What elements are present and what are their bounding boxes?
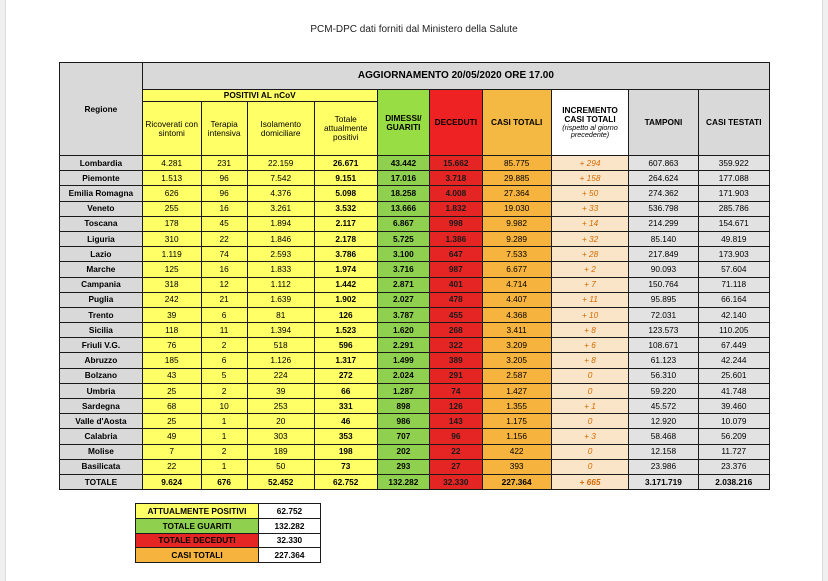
ricoverati-cell: 4.281 [142, 156, 201, 171]
page-title: PCM-DPC dati forniti dal Ministero della Salute [310, 24, 518, 35]
summary-row [136, 518, 321, 533]
casi-totali-cell: 1.175 [482, 414, 551, 429]
casi-testati-cell: 23.376 [698, 459, 769, 474]
casi-totali-cell: 7.533 [482, 247, 551, 262]
casi-totali-cell: 9.289 [482, 231, 551, 246]
terapia-cell: 96 [201, 171, 247, 186]
isolamento-cell: 7.542 [247, 171, 314, 186]
dimessi-cell: 293 [377, 459, 429, 474]
tamponi-cell: 90.093 [629, 262, 698, 277]
header-incremento-label: INCREMENTO CASI TOTALI [562, 105, 618, 124]
incremento-cell: + 8 [551, 323, 629, 338]
ricoverati-cell: 1.513 [142, 171, 201, 186]
totale-positivi-cell: 2.178 [314, 231, 377, 246]
dimessi-cell: 3.100 [377, 247, 429, 262]
terapia-cell: 16 [201, 201, 247, 216]
isolamento-cell: 1.846 [247, 231, 314, 246]
header-deceduti: DECEDUTI [430, 90, 482, 156]
dimessi-cell: 3.716 [377, 262, 429, 277]
page-frame-left [0, 0, 6, 581]
incremento-cell: + 6 [551, 338, 629, 353]
casi-testati-cell: 41.748 [698, 383, 769, 398]
incremento-cell: 0 [551, 414, 629, 429]
header-incremento-subtitle: (rispetto al giorno precedente) [562, 122, 618, 140]
header-tamponi: TAMPONI [629, 90, 698, 156]
totale-positivi-cell: 3.786 [314, 247, 377, 262]
ricoverati-cell: 7 [142, 444, 201, 459]
deceduti-cell: 4.008 [430, 186, 482, 201]
ricoverati-cell: 49 [142, 429, 201, 444]
isolamento-cell: 518 [247, 338, 314, 353]
totale-positivi-cell: 26.671 [314, 156, 377, 171]
region-name: Lombardia [60, 156, 143, 171]
tamponi-cell: 264.624 [629, 171, 698, 186]
ricoverati-cell: 1.119 [142, 247, 201, 262]
summary-label: TOTALE DECEDUTI [136, 533, 259, 548]
deceduti-cell: 96 [430, 429, 482, 444]
deceduti-cell: 22 [430, 444, 482, 459]
deceduti-cell: 291 [430, 368, 482, 383]
casi-totali-cell: 3.209 [482, 338, 551, 353]
table-row [60, 399, 770, 414]
header-dimessi: DIMESSI/ GUARITI [377, 90, 429, 156]
totale-positivi-cell: 2.117 [314, 216, 377, 231]
table-row [60, 171, 770, 186]
totale-positivi-cell: 73 [314, 459, 377, 474]
header-totale-positivi: Totale attualmente positivi [314, 102, 377, 156]
isolamento-cell: 253 [247, 399, 314, 414]
dimessi-cell: 707 [377, 429, 429, 444]
isolamento-cell: 224 [247, 368, 314, 383]
casi-totali-cell: 27.364 [482, 186, 551, 201]
isolamento-cell: 1.126 [247, 353, 314, 368]
isolamento-cell: 4.376 [247, 186, 314, 201]
casi-totali-cell: 29.885 [482, 171, 551, 186]
table-row [60, 156, 770, 171]
isolamento-cell: 39 [247, 383, 314, 398]
ricoverati-cell: 310 [142, 231, 201, 246]
casi-totali-cell: 6.677 [482, 262, 551, 277]
header-regione: Regione [60, 63, 143, 156]
tamponi-cell: 12.920 [629, 414, 698, 429]
deceduti-cell: 478 [430, 292, 482, 307]
terapia-cell: 5 [201, 368, 247, 383]
terapia-cell: 1 [201, 429, 247, 444]
table-row [60, 383, 770, 398]
casi-totali-cell: 4.368 [482, 307, 551, 322]
deceduti-cell: 389 [430, 353, 482, 368]
totale-positivi-cell: 1.442 [314, 277, 377, 292]
tamponi-cell: 150.764 [629, 277, 698, 292]
table-row [60, 353, 770, 368]
incremento-cell: + 28 [551, 247, 629, 262]
totale-positivi-cell: 5.098 [314, 186, 377, 201]
header-terapia: Terapia intensiva [201, 102, 247, 156]
ricoverati-cell: 255 [142, 201, 201, 216]
casi-testati-cell: 177.088 [698, 171, 769, 186]
incremento-cell: 0 [551, 444, 629, 459]
casi-testati-cell: 2.038.216 [698, 474, 769, 489]
dimessi-cell: 2.024 [377, 368, 429, 383]
casi-testati-cell: 171.903 [698, 186, 769, 201]
casi-totali-cell: 19.030 [482, 201, 551, 216]
isolamento-cell: 22.159 [247, 156, 314, 171]
terapia-cell: 1 [201, 459, 247, 474]
isolamento-cell: 1.112 [247, 277, 314, 292]
dimessi-cell: 898 [377, 399, 429, 414]
casi-testati-cell: 57.604 [698, 262, 769, 277]
covid-data-table [59, 62, 770, 490]
terapia-cell: 231 [201, 156, 247, 171]
tamponi-cell: 12.158 [629, 444, 698, 459]
summary-row [136, 533, 321, 548]
deceduti-cell: 987 [430, 262, 482, 277]
region-name: Molise [60, 444, 143, 459]
totale-positivi-cell: 1.902 [314, 292, 377, 307]
region-name: Liguria [60, 231, 143, 246]
casi-testati-cell: 359.922 [698, 156, 769, 171]
incremento-cell: + 10 [551, 307, 629, 322]
totale-positivi-cell: 1.974 [314, 262, 377, 277]
deceduti-cell: 74 [430, 383, 482, 398]
casi-testati-cell: 42.244 [698, 353, 769, 368]
incremento-cell: + 8 [551, 353, 629, 368]
region-name: Calabria [60, 429, 143, 444]
terapia-cell: 2 [201, 444, 247, 459]
casi-totali-cell: 1.427 [482, 383, 551, 398]
casi-testati-cell: 71.118 [698, 277, 769, 292]
terapia-cell: 1 [201, 414, 247, 429]
terapia-cell: 16 [201, 262, 247, 277]
ricoverati-cell: 125 [142, 262, 201, 277]
ricoverati-cell: 22 [142, 459, 201, 474]
totale-positivi-cell: 1.523 [314, 323, 377, 338]
totale-positivi-cell: 353 [314, 429, 377, 444]
tamponi-cell: 58.468 [629, 429, 698, 444]
casi-totali-cell: 393 [482, 459, 551, 474]
incremento-cell: + 2 [551, 262, 629, 277]
total-row [60, 474, 770, 489]
incremento-cell: 0 [551, 459, 629, 474]
casi-totali-cell: 1.355 [482, 399, 551, 414]
terapia-cell: 12 [201, 277, 247, 292]
header-casi-testati: CASI TESTATI [698, 90, 769, 156]
table-row [60, 292, 770, 307]
table-row [60, 231, 770, 246]
table-row [60, 338, 770, 353]
deceduti-cell: 15.662 [430, 156, 482, 171]
isolamento-cell: 303 [247, 429, 314, 444]
terapia-cell: 2 [201, 383, 247, 398]
isolamento-cell: 189 [247, 444, 314, 459]
region-name: Lazio [60, 247, 143, 262]
region-name: Sicilia [60, 323, 143, 338]
deceduti-cell: 143 [430, 414, 482, 429]
header-positivi-group: POSITIVI AL nCoV [142, 90, 377, 102]
region-name: TOTALE [60, 474, 143, 489]
deceduti-cell: 647 [430, 247, 482, 262]
region-name: Abruzzo [60, 353, 143, 368]
incremento-cell: + 665 [551, 474, 629, 489]
region-name: Sardegna [60, 399, 143, 414]
deceduti-cell: 268 [430, 323, 482, 338]
totale-positivi-cell: 62.752 [314, 474, 377, 489]
casi-testati-cell: 67.449 [698, 338, 769, 353]
casi-testati-cell: 173.903 [698, 247, 769, 262]
tamponi-cell: 274.362 [629, 186, 698, 201]
terapia-cell: 11 [201, 323, 247, 338]
isolamento-cell: 1.894 [247, 216, 314, 231]
isolamento-cell: 50 [247, 459, 314, 474]
table-row [60, 323, 770, 338]
table-row [60, 216, 770, 231]
tamponi-cell: 59.220 [629, 383, 698, 398]
totale-positivi-cell: 198 [314, 444, 377, 459]
casi-totali-cell: 4.714 [482, 277, 551, 292]
tamponi-cell: 214.299 [629, 216, 698, 231]
deceduti-cell: 3.718 [430, 171, 482, 186]
table-row [60, 368, 770, 383]
tamponi-cell: 85.140 [629, 231, 698, 246]
tamponi-cell: 607.863 [629, 156, 698, 171]
ricoverati-cell: 178 [142, 216, 201, 231]
tamponi-cell: 217.849 [629, 247, 698, 262]
casi-testati-cell: 154.671 [698, 216, 769, 231]
summary-value: 32.330 [259, 533, 321, 548]
incremento-cell: + 7 [551, 277, 629, 292]
tamponi-cell: 123.573 [629, 323, 698, 338]
region-name: Toscana [60, 216, 143, 231]
table-row [60, 429, 770, 444]
ricoverati-cell: 76 [142, 338, 201, 353]
casi-testati-cell: 11.727 [698, 444, 769, 459]
tamponi-cell: 45.572 [629, 399, 698, 414]
dimessi-cell: 6.867 [377, 216, 429, 231]
incremento-cell: + 50 [551, 186, 629, 201]
totale-positivi-cell: 331 [314, 399, 377, 414]
isolamento-cell: 81 [247, 307, 314, 322]
dimessi-cell: 1.499 [377, 353, 429, 368]
header-casi-totali: CASI TOTALI [482, 90, 551, 156]
terapia-cell: 45 [201, 216, 247, 231]
casi-totali-cell: 9.982 [482, 216, 551, 231]
deceduti-cell: 1.832 [430, 201, 482, 216]
dimessi-cell: 43.442 [377, 156, 429, 171]
tamponi-cell: 3.171.719 [629, 474, 698, 489]
region-name: Umbria [60, 383, 143, 398]
tamponi-cell: 95.895 [629, 292, 698, 307]
totale-positivi-cell: 126 [314, 307, 377, 322]
table-row [60, 186, 770, 201]
region-name: Puglia [60, 292, 143, 307]
summary-value: 62.752 [259, 504, 321, 519]
tamponi-cell: 56.310 [629, 368, 698, 383]
header-ricoverati: Ricoverati con sintomi [142, 102, 201, 156]
casi-testati-cell: 49.819 [698, 231, 769, 246]
region-name: Trento [60, 307, 143, 322]
table-row [60, 277, 770, 292]
terapia-cell: 676 [201, 474, 247, 489]
deceduti-cell: 27 [430, 459, 482, 474]
incremento-cell: 0 [551, 368, 629, 383]
dimessi-cell: 2.291 [377, 338, 429, 353]
casi-testati-cell: 110.205 [698, 323, 769, 338]
isolamento-cell: 2.593 [247, 247, 314, 262]
summary-value: 227.364 [259, 548, 321, 563]
region-name: Marche [60, 262, 143, 277]
totale-positivi-cell: 66 [314, 383, 377, 398]
summary-label: TOTALE GUARITI [136, 518, 259, 533]
isolamento-cell: 20 [247, 414, 314, 429]
ricoverati-cell: 318 [142, 277, 201, 292]
ricoverati-cell: 242 [142, 292, 201, 307]
casi-totali-cell: 85.775 [482, 156, 551, 171]
deceduti-cell: 322 [430, 338, 482, 353]
region-name: Basilicata [60, 459, 143, 474]
summary-label: ATTUALMENTE POSITIVI [136, 504, 259, 519]
totale-positivi-cell: 596 [314, 338, 377, 353]
casi-testati-cell: 25.601 [698, 368, 769, 383]
totale-positivi-cell: 9.151 [314, 171, 377, 186]
tamponi-cell: 72.031 [629, 307, 698, 322]
table-row [60, 444, 770, 459]
ricoverati-cell: 25 [142, 414, 201, 429]
casi-testati-cell: 285.786 [698, 201, 769, 216]
tamponi-cell: 61.123 [629, 353, 698, 368]
ricoverati-cell: 626 [142, 186, 201, 201]
casi-totali-cell: 3.205 [482, 353, 551, 368]
table-row [60, 247, 770, 262]
dimessi-cell: 18.258 [377, 186, 429, 201]
region-name: Valle d'Aosta [60, 414, 143, 429]
tamponi-cell: 536.798 [629, 201, 698, 216]
casi-totali-cell: 227.364 [482, 474, 551, 489]
isolamento-cell: 3.261 [247, 201, 314, 216]
incremento-cell: + 3 [551, 429, 629, 444]
dimessi-cell: 132.282 [377, 474, 429, 489]
casi-testati-cell: 42.140 [698, 307, 769, 322]
casi-totali-cell: 2.587 [482, 368, 551, 383]
header-incremento [551, 90, 629, 156]
dimessi-cell: 5.725 [377, 231, 429, 246]
isolamento-cell: 1.394 [247, 323, 314, 338]
ricoverati-cell: 25 [142, 383, 201, 398]
page-frame-right [822, 0, 828, 581]
terapia-cell: 2 [201, 338, 247, 353]
incremento-cell: + 32 [551, 231, 629, 246]
deceduti-cell: 998 [430, 216, 482, 231]
region-name: Piemonte [60, 171, 143, 186]
ricoverati-cell: 39 [142, 307, 201, 322]
totale-positivi-cell: 3.532 [314, 201, 377, 216]
incremento-cell: + 33 [551, 201, 629, 216]
incremento-cell: + 1 [551, 399, 629, 414]
totale-positivi-cell: 46 [314, 414, 377, 429]
isolamento-cell: 52.452 [247, 474, 314, 489]
dimessi-cell: 1.620 [377, 323, 429, 338]
ricoverati-cell: 43 [142, 368, 201, 383]
casi-totali-cell: 1.156 [482, 429, 551, 444]
terapia-cell: 96 [201, 186, 247, 201]
header-isolamento: Isolamento domiciliare [247, 102, 314, 156]
deceduti-cell: 1.386 [430, 231, 482, 246]
isolamento-cell: 1.833 [247, 262, 314, 277]
dimessi-cell: 202 [377, 444, 429, 459]
terapia-cell: 21 [201, 292, 247, 307]
dimessi-cell: 17.016 [377, 171, 429, 186]
totale-positivi-cell: 1.317 [314, 353, 377, 368]
incremento-cell: 0 [551, 383, 629, 398]
region-name: Bolzano [60, 368, 143, 383]
table-row [60, 459, 770, 474]
ricoverati-cell: 9.624 [142, 474, 201, 489]
isolamento-cell: 1.639 [247, 292, 314, 307]
summary-label: CASI TOTALI [136, 548, 259, 563]
casi-totali-cell: 4.407 [482, 292, 551, 307]
table-row [60, 262, 770, 277]
summary-table [135, 503, 321, 563]
ricoverati-cell: 118 [142, 323, 201, 338]
dimessi-cell: 2.871 [377, 277, 429, 292]
casi-totali-cell: 422 [482, 444, 551, 459]
dimessi-cell: 13.666 [377, 201, 429, 216]
ricoverati-cell: 68 [142, 399, 201, 414]
totale-positivi-cell: 272 [314, 368, 377, 383]
incremento-cell: + 14 [551, 216, 629, 231]
casi-testati-cell: 10.079 [698, 414, 769, 429]
table-row [60, 201, 770, 216]
tamponi-cell: 23.986 [629, 459, 698, 474]
incremento-cell: + 11 [551, 292, 629, 307]
deceduti-cell: 126 [430, 399, 482, 414]
dimessi-cell: 1.287 [377, 383, 429, 398]
incremento-cell: + 294 [551, 156, 629, 171]
casi-testati-cell: 39.460 [698, 399, 769, 414]
dimessi-cell: 986 [377, 414, 429, 429]
deceduti-cell: 32.330 [430, 474, 482, 489]
region-name: Emilia Romagna [60, 186, 143, 201]
casi-totali-cell: 3.411 [482, 323, 551, 338]
table-row [60, 307, 770, 322]
region-name: Friuli V.G. [60, 338, 143, 353]
update-timestamp: AGGIORNAMENTO 20/05/2020 ORE 17.00 [142, 63, 769, 90]
summary-row [136, 548, 321, 563]
incremento-cell: + 158 [551, 171, 629, 186]
terapia-cell: 6 [201, 307, 247, 322]
tamponi-cell: 108.671 [629, 338, 698, 353]
casi-testati-cell: 56.209 [698, 429, 769, 444]
ricoverati-cell: 185 [142, 353, 201, 368]
terapia-cell: 74 [201, 247, 247, 262]
casi-testati-cell: 66.164 [698, 292, 769, 307]
region-name: Campania [60, 277, 143, 292]
deceduti-cell: 455 [430, 307, 482, 322]
summary-row [136, 504, 321, 519]
dimessi-cell: 3.787 [377, 307, 429, 322]
terapia-cell: 22 [201, 231, 247, 246]
summary-value: 132.282 [259, 518, 321, 533]
terapia-cell: 6 [201, 353, 247, 368]
terapia-cell: 10 [201, 399, 247, 414]
deceduti-cell: 401 [430, 277, 482, 292]
dimessi-cell: 2.027 [377, 292, 429, 307]
region-name: Veneto [60, 201, 143, 216]
table-row [60, 414, 770, 429]
